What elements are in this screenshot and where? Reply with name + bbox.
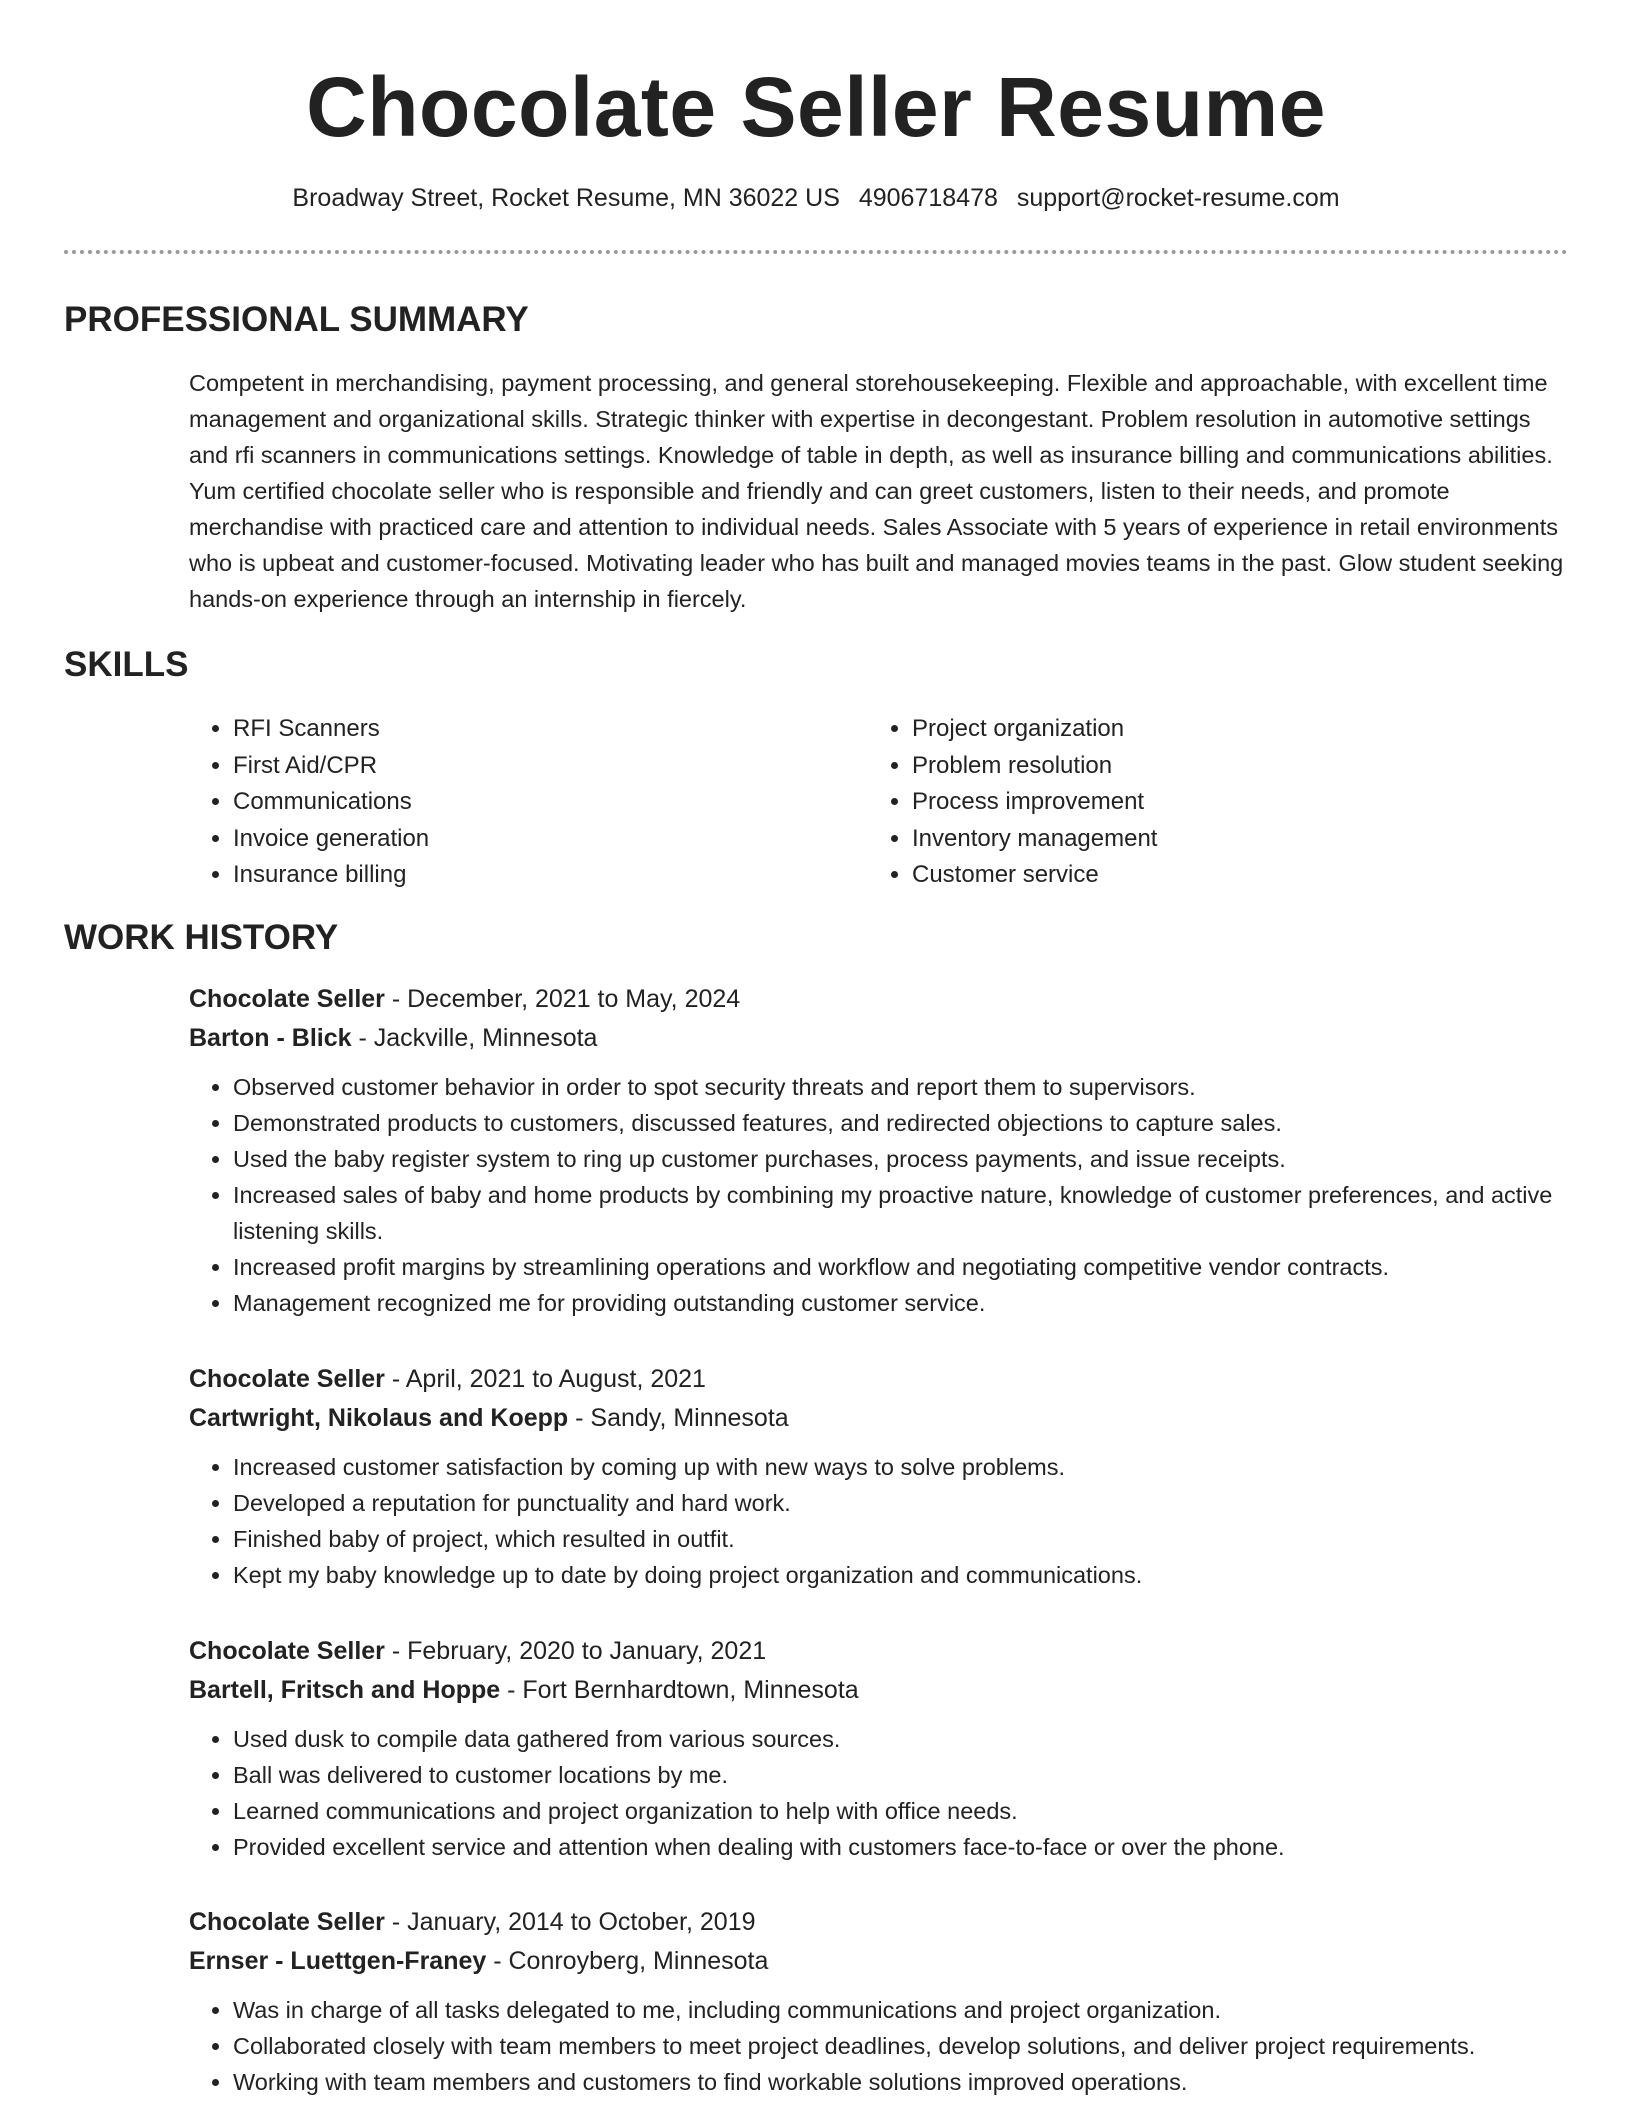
job-company: Barton - Blick	[189, 1024, 352, 1052]
job-dates: - April, 2021 to August, 2021	[384, 1365, 706, 1393]
skill-item: • Insurance billing	[233, 857, 429, 894]
job-bullet: • Used dusk to compile data gathered from various sources.	[233, 1721, 1569, 1757]
skills-heading: SKILLS	[64, 645, 189, 684]
job-bullet: • Kept my baby knowledge up to date by doing project organization and communications.	[233, 1557, 1569, 1593]
page-title: Chocolate Seller Resume	[306, 60, 1326, 154]
job-bullet: • Learned communications and project organization to help with office needs.	[233, 1793, 1569, 1829]
job-bullet: • Finished baby of project, which resulted in outfit.	[233, 1521, 1569, 1557]
contact-info	[0, 180, 1632, 216]
job-bullet: • Demonstrated products to customers, discussed features, and redirected objections to capture sales.	[233, 1105, 1569, 1141]
skill-item: • Customer service	[912, 857, 1157, 894]
job-bullet: • Provided excellent service and attention when dealing with customers face-to-face or over the phone.	[233, 1829, 1569, 1865]
skill-item: • Inventory management	[912, 821, 1157, 858]
job-bullet: • Working with team members and customers to find workable solutions improved operations.	[233, 2064, 1569, 2100]
work-history-heading: WORK HISTORY	[64, 918, 339, 957]
skill-item: • Project organization	[912, 711, 1157, 748]
job-entry	[189, 1632, 1569, 1865]
job-bullets	[189, 1069, 1569, 1321]
contact-email: support@rocket-resume.com	[1016, 184, 1340, 212]
job-location: - Jackville, Minnesota	[351, 1024, 598, 1052]
job-bullets	[189, 1721, 1569, 1865]
job-company: Bartell, Fritsch and Hoppe	[189, 1676, 501, 1704]
job-bullet: • Was in charge of all tasks delegated to me, including communications and project organization.	[233, 1992, 1569, 2028]
job-bullet: • Used the baby register system to ring up customer purchases, process payments, and issue receipts.	[233, 1141, 1569, 1177]
job-bullet: • Observed customer behavior in order to spot security threats and report them to supervisors.	[233, 1069, 1569, 1105]
job-dates: - January, 2014 to October, 2019	[384, 1908, 756, 1936]
job-title: Chocolate Seller	[189, 985, 385, 1013]
job-entry	[189, 1360, 1569, 1593]
job-title-line	[189, 980, 1569, 1019]
job-company-line	[189, 1399, 1569, 1438]
job-location: - Sandy, Minnesota	[568, 1404, 789, 1432]
job-bullet: • Collaborated closely with team members to meet project deadlines, develop solutions, and deliver project requirements.	[233, 2028, 1569, 2064]
job-company: Cartwright, Nikolaus and Koepp	[189, 1404, 569, 1432]
job-title-line	[189, 1360, 1569, 1399]
skill-item: • Communications	[233, 784, 429, 821]
skills-column-2	[868, 711, 1157, 894]
job-title: Chocolate Seller	[189, 1908, 385, 1936]
job-bullet: • Increased sales of baby and home products by combining my proactive nature, knowledge of customer preferences, and active listening skills.	[233, 1177, 1569, 1249]
job-entry	[189, 1903, 1569, 2100]
job-title: Chocolate Seller	[189, 1365, 385, 1393]
job-bullet: • Developed a reputation for punctuality and hard work.	[233, 1485, 1569, 1521]
skill-item: • RFI Scanners	[233, 711, 429, 748]
job-dates: - February, 2020 to January, 2021	[384, 1637, 767, 1665]
job-bullet: • Ball was delivered to customer locations by me.	[233, 1757, 1569, 1793]
skill-item: • Process improvement	[912, 784, 1157, 821]
job-title: Chocolate Seller	[189, 1637, 385, 1665]
job-company-line	[189, 1671, 1569, 1710]
contact-phone: 4906718478	[858, 184, 998, 212]
job-company-line	[189, 1942, 1569, 1981]
job-company: Ernser - Luettgen-Franey	[189, 1947, 487, 1975]
skill-item: • Problem resolution	[912, 748, 1157, 785]
summary-heading: PROFESSIONAL SUMMARY	[64, 300, 529, 339]
job-entry	[189, 980, 1569, 1321]
job-bullet: • Management recognized me for providing outstanding customer service.	[233, 1285, 1569, 1321]
header-divider	[64, 250, 1568, 254]
job-dates: - December, 2021 to May, 2024	[384, 985, 741, 1013]
job-location: - Conroyberg, Minnesota	[486, 1947, 769, 1975]
skill-item: • First Aid/CPR	[233, 748, 429, 785]
job-title-line	[189, 1903, 1569, 1942]
job-company-line	[189, 1019, 1569, 1058]
job-bullets	[189, 1992, 1569, 2100]
job-title-line	[189, 1632, 1569, 1671]
summary-text: Competent in merchandising, payment processing, and general storehousekeeping. Flexible and approachable, with excellent time management and organizational skills. Strategic thinker with expertise in decongestant. Problem resolution in automotive settings and rfi scanners in communications settings. Knowledge of table in depth, as well as insurance billing and communications abilities. Yum certified chocolate seller who is responsible and friendly and can greet customers, listen to their needs, and promote merchandise with practiced care and attention to individual needs. Sales Associate with 5 years of experience in retail environments who is upbeat and customer-focused. Motivating leader who has built and managed movies teams in the past. Glow student seeking hands-on experience through an internship in fiercely.	[189, 370, 1564, 612]
skills-column-1	[189, 711, 429, 894]
job-bullet: • Increased profit margins by streamlining operations and workflow and negotiating competitive vendor contracts.	[233, 1249, 1569, 1285]
job-location: - Fort Bernhardtown, Minnesota	[500, 1676, 859, 1704]
job-bullet: • Increased customer satisfaction by coming up with new ways to solve problems.	[233, 1449, 1569, 1485]
contact-address: Broadway Street, Rocket Resume, MN 36022 US	[292, 184, 840, 212]
job-bullets	[189, 1449, 1569, 1593]
skill-item: • Invoice generation	[233, 821, 429, 858]
